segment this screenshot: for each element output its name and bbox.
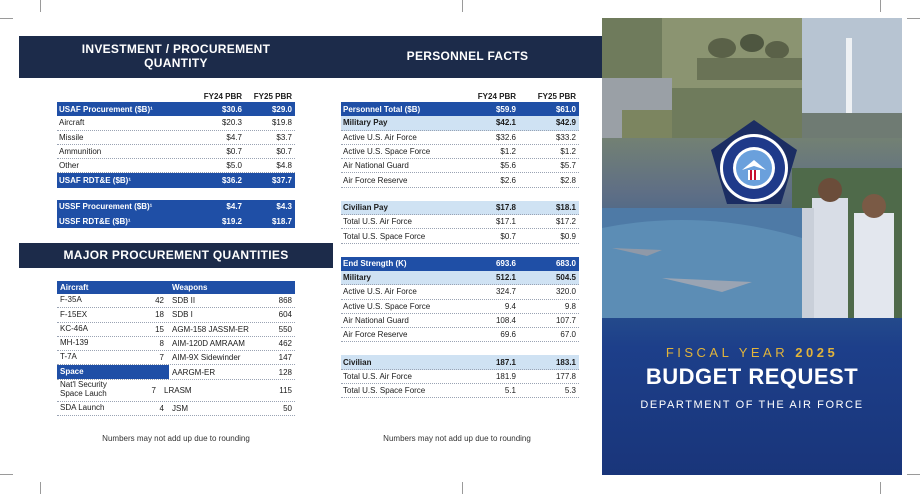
table-row (57, 131, 295, 145)
row-label: Active U.S. Space Force (343, 147, 431, 157)
aircraft-qty: 8 (159, 339, 164, 349)
aircraft-item: KC-46A (60, 323, 89, 333)
crop-mark (40, 482, 41, 494)
weapon-qty: 462 (278, 339, 292, 349)
row-label: Civilian Pay (343, 202, 388, 212)
personnel-table-header (341, 90, 579, 102)
rocket-photo (802, 18, 902, 138)
row-label: Total U.S. Air Force (343, 371, 412, 381)
table-row (341, 314, 579, 328)
fy25-value: 320.0 (555, 287, 576, 297)
crop-mark (880, 0, 881, 12)
department-name: DEPARTMENT OF THE AIR FORCE (640, 399, 864, 411)
row-label: USAF RDT&E ($B)¹ (59, 176, 131, 186)
weapon-qty: 868 (278, 296, 292, 306)
fy24-value: $1.2 (500, 147, 516, 157)
table-row (341, 370, 579, 384)
civilian-pay-rows (341, 201, 579, 244)
row-label: Air National Guard (343, 316, 409, 325)
fy24-value: 181.9 (495, 371, 516, 381)
aircraft-item: F-15EX (60, 309, 88, 319)
fy25-value: $42.9 (555, 118, 576, 128)
table-row (341, 257, 579, 271)
row-label: Air Force Reserve (343, 330, 408, 340)
crop-mark (0, 474, 13, 475)
end-strength-rows (341, 257, 579, 343)
row-label: Other (59, 161, 80, 171)
table-row (341, 355, 579, 369)
aircraft-item: T-7A (60, 352, 77, 362)
civilian-rows (341, 355, 579, 398)
weapon-qty: 115 (279, 385, 292, 395)
table-row (57, 116, 295, 130)
fy24-value: $36.2 (221, 176, 242, 186)
fy24-value: 324.7 (495, 287, 516, 297)
fy24-value: $30.6 (221, 104, 242, 114)
weapon-item: AGM-158 JASSM-ER (172, 324, 249, 334)
middle-rounding-note: Numbers may not add up due to rounding (383, 434, 531, 443)
row-label: Personnel Total ($B) (343, 104, 421, 114)
weapon-qty: 50 (283, 403, 292, 413)
table-row (57, 145, 295, 159)
table-row (341, 328, 579, 342)
fy24-value: 187.1 (495, 357, 516, 367)
fy24-value: 5.1 (504, 386, 516, 396)
air-force-seal (709, 118, 799, 208)
row-label: Civilian (343, 357, 372, 367)
fiscal-prefix: FISCAL YEAR (665, 345, 789, 360)
fy25-value: $4.8 (276, 161, 292, 171)
row-label: USSF Procurement ($B)¹ (59, 202, 153, 212)
fy25-value: 67.0 (560, 330, 576, 340)
fy25-value: $4.3 (276, 202, 292, 212)
row-label: Active U.S. Space Force (343, 301, 431, 311)
fy24-value: $2.6 (500, 175, 516, 185)
table-row (341, 131, 579, 145)
table-row (341, 116, 579, 130)
fy25-value: 183.1 (555, 357, 576, 367)
crop-mark (907, 18, 920, 19)
row-label: Missile (59, 132, 84, 142)
fy24-value: $4.7 (226, 132, 242, 142)
table-row (57, 159, 295, 173)
table-row (341, 229, 579, 243)
fy24-value: 693.6 (495, 259, 516, 269)
table-row (341, 102, 579, 116)
table-row (57, 200, 295, 214)
fy24-value: $17.1 (495, 217, 516, 227)
table-row (57, 102, 295, 116)
aircraft-qty: 15 (155, 324, 164, 334)
fy25-value: 9.8 (564, 301, 576, 311)
table-row (341, 215, 579, 229)
table-row (341, 271, 579, 285)
fy25-value: $1.2 (560, 147, 576, 157)
crop-mark (40, 0, 41, 12)
major-procurement-title (19, 243, 333, 268)
fy25-value: $2.8 (560, 175, 576, 185)
cover-panel (602, 18, 902, 475)
personnel-rows (341, 102, 579, 188)
table-row (341, 201, 579, 215)
row-label: Active U.S. Air Force (343, 287, 417, 297)
fy24-value: 69.6 (500, 330, 516, 340)
weapon-item: SDB I (172, 310, 193, 320)
jets-photo (602, 208, 802, 318)
fy25-value: 177.8 (555, 371, 576, 381)
col-fy25: FY25 PBR (253, 91, 292, 101)
weapon-item: AIM-9X Sidewinder (172, 353, 241, 363)
aircraft-qty: 7 (159, 353, 164, 363)
aircraft-qty: 7 (151, 385, 156, 395)
col-fy25: FY25 PBR (537, 91, 576, 101)
table-row (341, 300, 579, 314)
investment-title (19, 36, 333, 78)
fy25-value: $18.1 (555, 202, 576, 212)
fy25-value: $33.2 (555, 132, 576, 142)
row-label: Total U.S. Air Force (343, 217, 412, 227)
crop-mark (880, 482, 881, 494)
weapons-header: Weapons (169, 281, 295, 294)
weapon-qty: 604 (278, 310, 292, 320)
personnel-title (333, 36, 602, 78)
fy25-value: $18.7 (271, 216, 292, 226)
aircraft-item: SDA Launch (60, 403, 105, 413)
personnel-table (341, 90, 579, 398)
fy25-value: $29.0 (271, 104, 292, 114)
row-label: Air Force Reserve (343, 175, 408, 185)
investment-table (57, 90, 295, 228)
weapon-qty: 147 (278, 353, 292, 363)
weapon-item: AARGM-ER (172, 367, 216, 377)
row-label: Total U.S. Space Force (343, 231, 426, 241)
weapon-qty: 128 (278, 367, 292, 377)
aircraft-qty: 4 (159, 403, 164, 413)
row-label: Total U.S. Space Force (343, 386, 426, 396)
weapon-qty: 550 (278, 324, 292, 334)
fy25-value: $3.7 (276, 132, 292, 142)
major-procurement-table (57, 281, 295, 416)
aircraft-item: Space (57, 365, 169, 378)
aircraft-qty: 18 (155, 310, 164, 320)
fy25-value: $17.2 (555, 217, 576, 227)
fiscal-year-line (602, 345, 902, 360)
weapon-item: LRASM (164, 385, 192, 395)
row-label: Aircraft (59, 118, 85, 128)
fy24-value: $59.9 (495, 104, 516, 114)
table-row (341, 145, 579, 159)
weapon-item: SDB II (172, 296, 196, 306)
crop-mark (462, 0, 463, 12)
fiscal-year: 2025 (795, 345, 839, 360)
personnel-title-text: PERSONNEL FACTS (406, 49, 529, 64)
fy24-value: $4.7 (226, 202, 242, 212)
row-label: USAF Procurement ($B)¹ (59, 104, 153, 114)
col-fy24: FY24 PBR (203, 91, 242, 101)
fy25-value: 5.3 (564, 386, 576, 396)
col-fy24: FY24 PBR (477, 91, 516, 101)
crop-mark (0, 18, 13, 19)
table-row (341, 159, 579, 173)
crop-mark (907, 474, 920, 475)
fy24-value: $42.1 (495, 118, 516, 128)
weapon-item: JSM (172, 403, 188, 413)
table-row (57, 402, 295, 416)
weapon-item: AIM-120D AMRAAM (172, 339, 245, 349)
fy24-value: $19.2 (221, 216, 242, 226)
table-row (341, 384, 579, 398)
fy24-value: 9.4 (504, 301, 516, 311)
fy24-value: $20.3 (221, 118, 242, 128)
crop-mark (462, 482, 463, 494)
budget-request-title: BUDGET REQUEST (645, 364, 859, 389)
row-label: End Strength (K) (343, 259, 407, 269)
table-row (57, 380, 295, 402)
table-row (57, 294, 295, 308)
fy25-value: $61.0 (555, 104, 576, 114)
investment-rows (57, 102, 295, 228)
fy25-value: 683.0 (555, 259, 576, 269)
table-row (57, 351, 295, 365)
major-title-text: MAJOR PROCUREMENT QUANTITIES (63, 247, 289, 262)
table-row (341, 173, 579, 187)
table-row (57, 214, 295, 228)
fy24-value: $5.0 (226, 161, 242, 171)
fy24-value: $17.8 (495, 202, 516, 212)
fy25-value: $37.7 (271, 176, 292, 186)
fy24-value: $5.6 (500, 161, 516, 171)
table-row (57, 365, 295, 379)
aircraft-header: Aircraft (57, 281, 169, 294)
row-label: Air National Guard (343, 161, 409, 171)
fy25-value: $0.7 (276, 147, 292, 157)
fy24-value: $0.7 (500, 231, 516, 241)
table-row (57, 173, 295, 187)
fy24-value: 512.1 (495, 273, 516, 283)
table-row (341, 285, 579, 299)
row-label: Military Pay (343, 118, 388, 128)
left-rounding-note: Numbers may not add up due to rounding (102, 434, 250, 443)
aircraft-item: MH-139 (60, 338, 89, 348)
airmen-photo (792, 168, 902, 318)
investment-table-header (57, 90, 295, 102)
row-label: Ammunition (59, 147, 102, 157)
table-row (57, 323, 295, 337)
fy25-value: 107.7 (555, 316, 576, 325)
fy25-value: 504.5 (555, 273, 576, 283)
table-row (57, 337, 295, 351)
aircraft-item: F-35A (60, 295, 82, 305)
fy24-value: 108.4 (495, 316, 516, 325)
major-rows (57, 294, 295, 416)
fy24-value: $32.6 (495, 132, 516, 142)
investment-title-text: INVESTMENT / PROCUREMENT QUANTITY (81, 42, 271, 70)
fy25-value: $19.8 (271, 118, 292, 128)
table-row (57, 308, 295, 322)
fy25-value: $0.9 (560, 231, 576, 241)
row-label: Active U.S. Air Force (343, 132, 417, 142)
aircraft-item: Nat'l Security Space Lauch (60, 380, 107, 399)
major-table-header (57, 281, 295, 294)
row-label: Military (343, 273, 372, 283)
row-label: USSF RDT&E ($B)¹ (59, 216, 131, 226)
fy24-value: $0.7 (226, 147, 242, 157)
aircraft-qty: 42 (155, 296, 164, 306)
fy25-value: $5.7 (560, 161, 576, 171)
